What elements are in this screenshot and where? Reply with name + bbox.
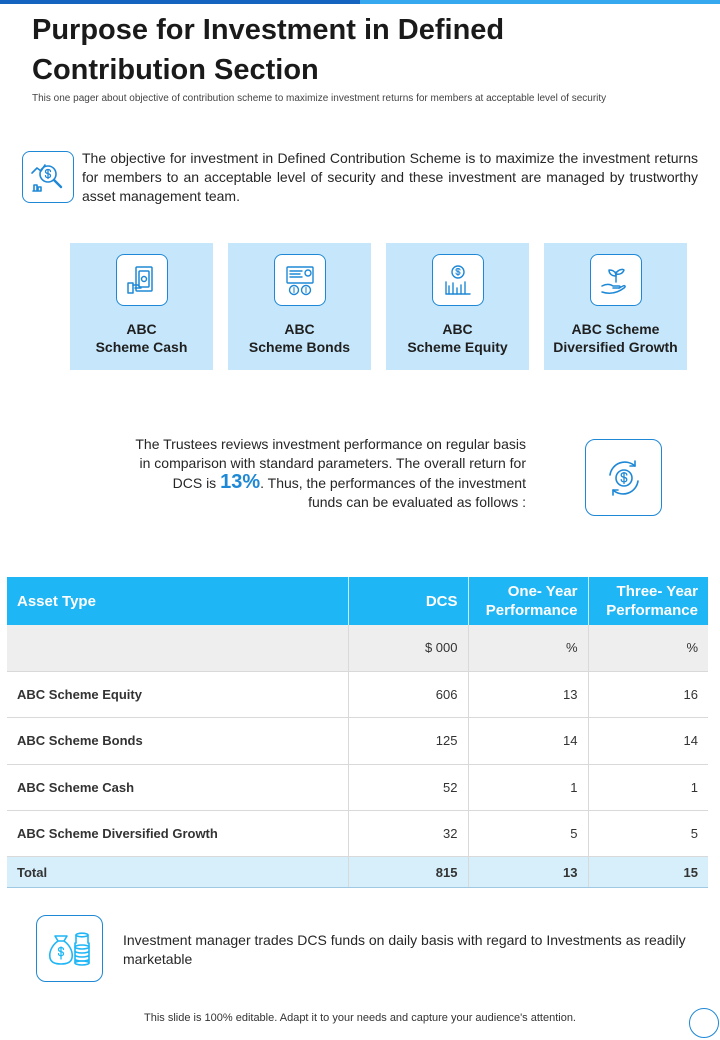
scheme-card-equity bbox=[386, 243, 529, 370]
one-year-cell: 13 bbox=[468, 671, 588, 717]
dcs-cell: 125 bbox=[348, 718, 468, 764]
asset-type-cell: ABC Scheme Equity bbox=[7, 671, 348, 717]
total-row bbox=[7, 857, 708, 888]
total-label-cell: Total bbox=[7, 857, 348, 888]
total-dcs-cell: 815 bbox=[348, 857, 468, 888]
dollar-magnifier-chart-icon bbox=[22, 151, 74, 203]
one-year-cell: 1 bbox=[468, 764, 588, 810]
one-year-cell: 5 bbox=[468, 811, 588, 857]
page-subtitle: This one pager about objective of contribution scheme to maximize investment returns for members at acceptable level of security bbox=[32, 93, 607, 104]
page-indicator-circle bbox=[689, 1008, 719, 1038]
equity-chart-icon bbox=[432, 254, 484, 306]
asset-type-cell: ABC Scheme Diversified Growth bbox=[7, 811, 348, 857]
scheme-card-bonds bbox=[228, 243, 371, 370]
total-one-year-cell: 13 bbox=[468, 857, 588, 888]
cash-hand-icon bbox=[116, 254, 168, 306]
performance-table bbox=[7, 577, 708, 888]
scheme-card-label: ABC Scheme Cash bbox=[95, 321, 188, 355]
objective-text: The objective for investment in Defined Contribution Scheme is to maximize the investment returns for members to an acceptable level of security and these investment are managed by trustworthy asset management team. bbox=[82, 150, 698, 204]
table-row bbox=[7, 671, 708, 717]
overall-return-value: 13% bbox=[220, 471, 261, 493]
dcs-cell: 52 bbox=[348, 764, 468, 810]
table-row bbox=[7, 764, 708, 810]
total-three-year-cell: 15 bbox=[588, 857, 708, 888]
trustees-line: funds can be evaluated as follows : bbox=[308, 494, 526, 510]
three-year-cell: 16 bbox=[588, 671, 708, 717]
top-accent-bar-light bbox=[360, 0, 720, 4]
dollar-cycle-icon bbox=[585, 439, 662, 516]
trustees-text bbox=[60, 435, 526, 512]
footer-text: This slide is 100% editable. Adapt it to your needs and capture your audience's attention. bbox=[144, 1012, 576, 1024]
column-header-one-year: One- Year Performance bbox=[468, 577, 588, 625]
scheme-card-label: ABC Scheme Bonds bbox=[248, 321, 351, 355]
three-year-cell: 5 bbox=[588, 811, 708, 857]
dcs-cell: 606 bbox=[348, 671, 468, 717]
top-accent-bar bbox=[0, 0, 720, 4]
three-year-cell: 14 bbox=[588, 718, 708, 764]
money-bag-coins-icon bbox=[36, 915, 103, 982]
unit-cell: $ 000 bbox=[348, 625, 468, 671]
unit-cell bbox=[7, 625, 348, 671]
scheme-card-label: ABC Scheme Diversified Growth bbox=[553, 321, 678, 355]
unit-cell: % bbox=[588, 625, 708, 671]
page-title: Purpose for Investment in Defined Contribution Section bbox=[32, 14, 505, 86]
scheme-card-label: ABC Scheme Equity bbox=[407, 321, 508, 355]
scheme-card-cash bbox=[70, 243, 213, 370]
top-accent-bar-dark bbox=[0, 0, 360, 4]
trustees-line: DCS is 13%. Thus, the performances of the investment bbox=[172, 471, 526, 493]
table-row bbox=[7, 718, 708, 764]
table-header-row bbox=[7, 577, 708, 625]
plant-hand-icon bbox=[590, 254, 642, 306]
table-row bbox=[7, 811, 708, 857]
column-header-asset-type: Asset Type bbox=[7, 577, 348, 625]
column-header-dcs: DCS bbox=[348, 577, 468, 625]
trustees-line: The Trustees reviews investment performance on regular basis bbox=[135, 436, 526, 452]
column-header-three-year: Three- Year Performance bbox=[588, 577, 708, 625]
bond-certificate-icon bbox=[274, 254, 326, 306]
manager-text: Investment manager trades DCS funds on daily basis with regard to Investments as readily marketable bbox=[123, 932, 686, 967]
asset-type-cell: ABC Scheme Bonds bbox=[7, 718, 348, 764]
dcs-cell: 32 bbox=[348, 811, 468, 857]
unit-cell: % bbox=[468, 625, 588, 671]
trustees-line: in comparison with standard parameters. The overall return for bbox=[139, 455, 526, 471]
units-row bbox=[7, 625, 708, 671]
scheme-card-diversified-growth bbox=[544, 243, 687, 370]
one-year-cell: 14 bbox=[468, 718, 588, 764]
asset-type-cell: ABC Scheme Cash bbox=[7, 764, 348, 810]
three-year-cell: 1 bbox=[588, 764, 708, 810]
